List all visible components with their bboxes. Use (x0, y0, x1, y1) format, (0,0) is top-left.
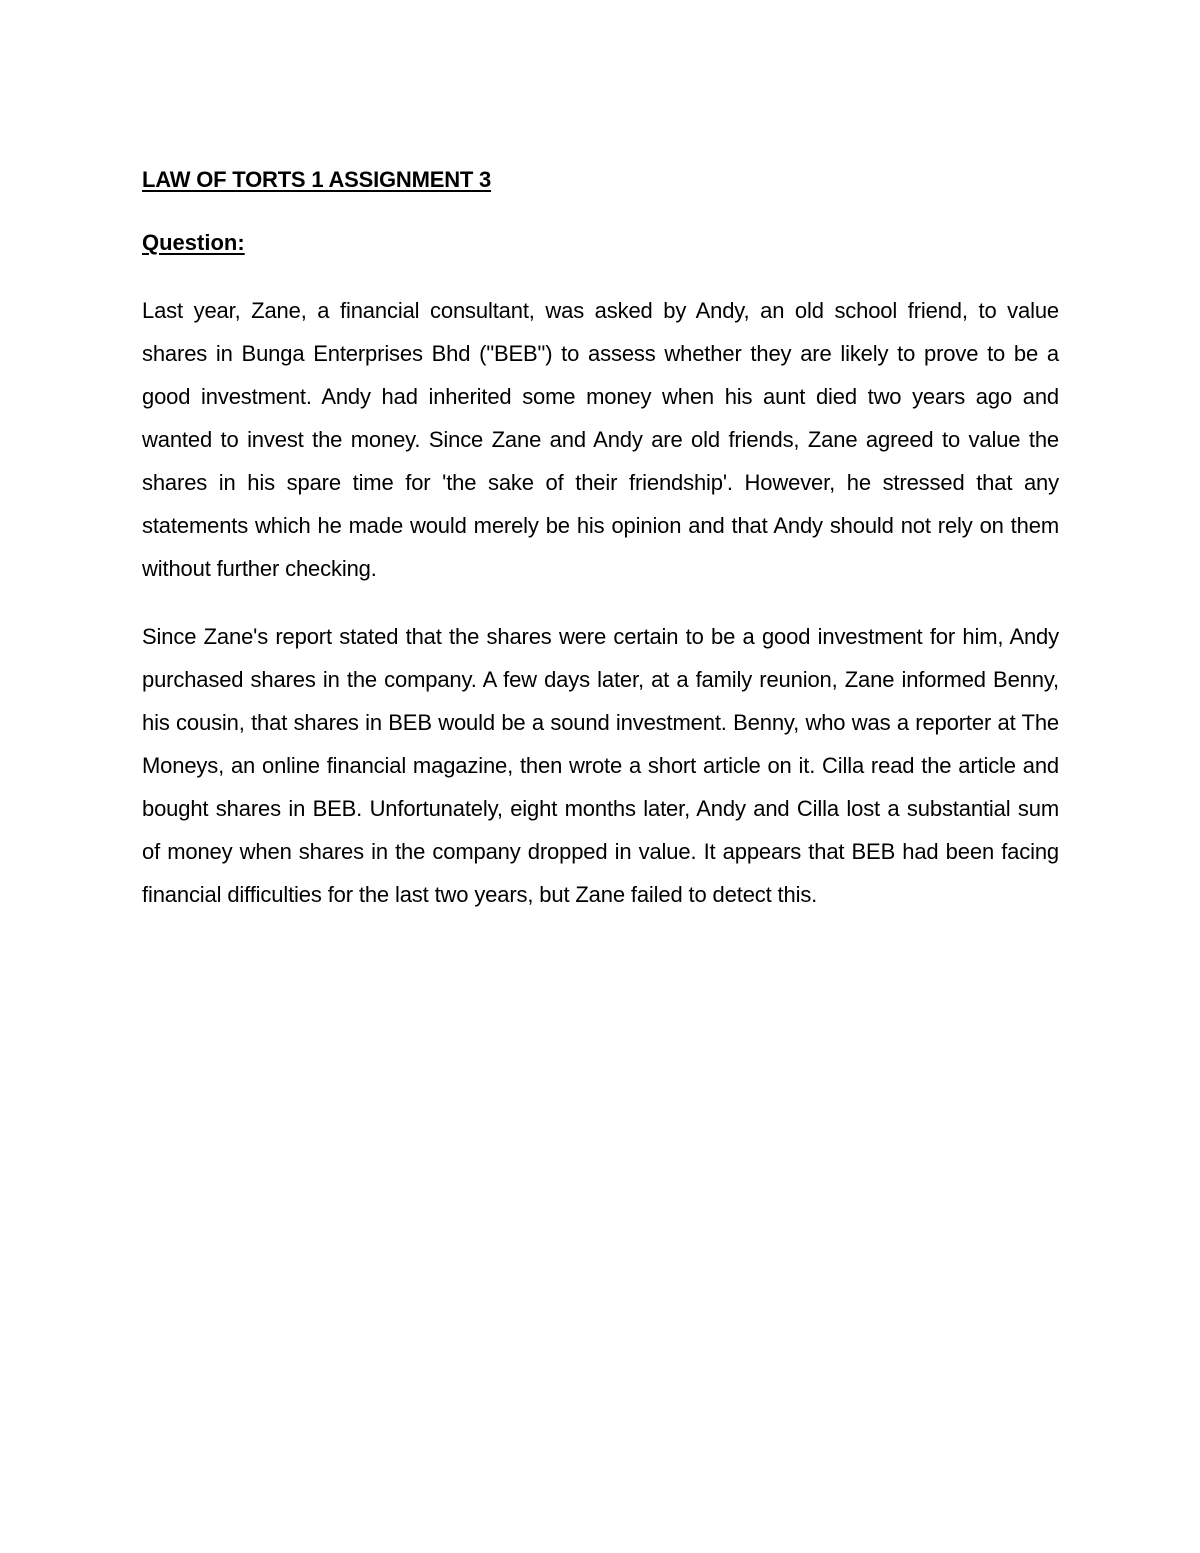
question-heading: Question: (142, 230, 245, 255)
question-paragraph-2: Since Zane's report stated that the shares were certain to be a good investment for him, Andy purchased shares in the company. A few days later, at a family reunion, Zane informed Benny, his cousin, that shares in BEB would be a sound investment. Benny, who was a reporter at The Moneys, an online financial magazine, then wrote a short article on it. Cilla read the article and bought shares in BEB. Unfortunately, eight months later, Andy and Cilla lost a substantial sum of money when shares in the company dropped in value. It appears that BEB had been facing financial difficulties for the last two years, but Zane failed to detect this. (142, 624, 1059, 907)
assignment-title: LAW OF TORTS 1 ASSIGNMENT 3 (142, 167, 492, 192)
question-paragraph-1: Last year, Zane, a financial consultant, was asked by Andy, an old school friend, to value shares in Bunga Enterprises Bhd ("BEB") to assess whether they are likely to prove to be a good investment. Andy had inherited some money when his aunt died two years ago and wanted to invest the money. Since Zane and Andy are old friends, Zane agreed to value the shares in his spare time for 'the sake of their friendship'. However, he stressed that any statements which he made would merely be his opinion and that Andy should not rely on them without further checking. (142, 298, 1059, 581)
